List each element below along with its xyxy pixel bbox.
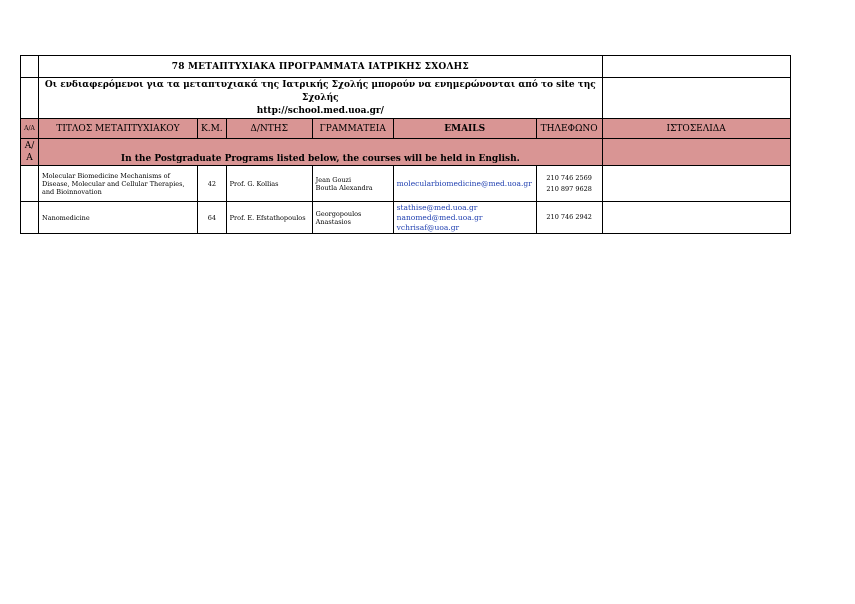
program-director: Prof. E. Efstathopoulos [226,202,312,234]
program-secretariat [312,202,393,234]
col-website-header: ΙΣΤΟΣΕΛΙΔΑ [602,119,790,139]
phone-number: 210 746 2942 [546,213,592,221]
col-title-header: ΤΙΤΛΟΣ ΜΕΤΑΠΤΥΧΙΑΚΟΥ [39,119,198,139]
info-cell [39,78,603,119]
phone-number: 210 746 2569 [546,173,592,182]
program-km: 42 [198,166,227,202]
info-text: Οι ενδιαφερόμενοι για τα μεταπτυχιακά της Ιατρικής Σχολής μπορούν να ενημερώνονται από το site της Σχολής [44,79,596,103]
col-km-header: Κ.Μ. [198,119,227,139]
empty-cell [602,139,790,166]
document-title: 78 ΜΕΤΑΠΤΥΧΙΑΚΑ ΠΡΟΓΡΑΜΜΑΤΑ ΙΑΤΡΙΚΗΣ ΣΧΟΛΗΣ [39,56,603,78]
table-row [21,202,791,234]
empty-cell [21,78,39,119]
col-secretariat-header: ΓΡΑΜΜΑΤΕΙΑ [312,119,393,139]
col-director-header: Δ/ΝΤΗΣ [226,119,312,139]
program-emails [393,202,536,234]
row-aa-cell [21,202,39,234]
col-phone-header: ΤΗΛΕΦΩΝΟ [536,119,602,139]
col-emails-header: EMAILS [393,119,536,139]
secretariat-name: Jean Gouzi [315,175,352,184]
program-phones [536,202,602,234]
program-website [602,166,790,202]
column-header-row [21,119,791,139]
program-km: 64 [198,202,227,234]
phone-number: 210 897 9628 [546,184,592,193]
program-phones [536,166,602,202]
col-aa-header: Α/Α [21,119,39,139]
row-aa-cell [21,166,39,202]
secretariat-name: Boutla Alexandra [315,183,373,192]
email-link[interactable]: stathise@med.uoa.gr [396,202,478,212]
empty-cell [602,78,790,119]
english-aa-cell [21,139,39,166]
program-director: Prof. G. Kollias [226,166,312,202]
english-aa-line1: Α/ [24,141,35,151]
program-title: Nanomedicine [39,202,198,234]
secretariat-name: Georgopoulos [315,209,362,218]
program-title: Molecular Biomedicine Mechanisms of Disease, Molecular and Cellular Therapies, and Bioinnovation [39,166,198,202]
programs-table [20,55,791,234]
table-row [21,166,791,202]
english-section-message: In the Postgraduate Programs listed below, the courses will be held in English. [39,139,603,166]
english-aa-line2: Α [26,153,33,163]
program-website [602,202,790,234]
program-emails [393,166,536,202]
title-row [21,56,791,78]
program-secretariat [312,166,393,202]
empty-cell [21,56,39,78]
english-section-row [21,139,791,166]
email-link[interactable]: molecularbiomedicine@med.uoa.gr [396,179,532,188]
info-row [21,78,791,119]
email-link[interactable]: nanomed@med.uoa.gr [396,212,483,222]
school-site-link[interactable]: http://school.med.uoa.gr/ [256,105,384,116]
empty-cell [602,56,790,78]
secretariat-name: Anastasios [315,217,351,226]
email-link[interactable]: vchrisaf@uoa.gr [396,222,460,232]
